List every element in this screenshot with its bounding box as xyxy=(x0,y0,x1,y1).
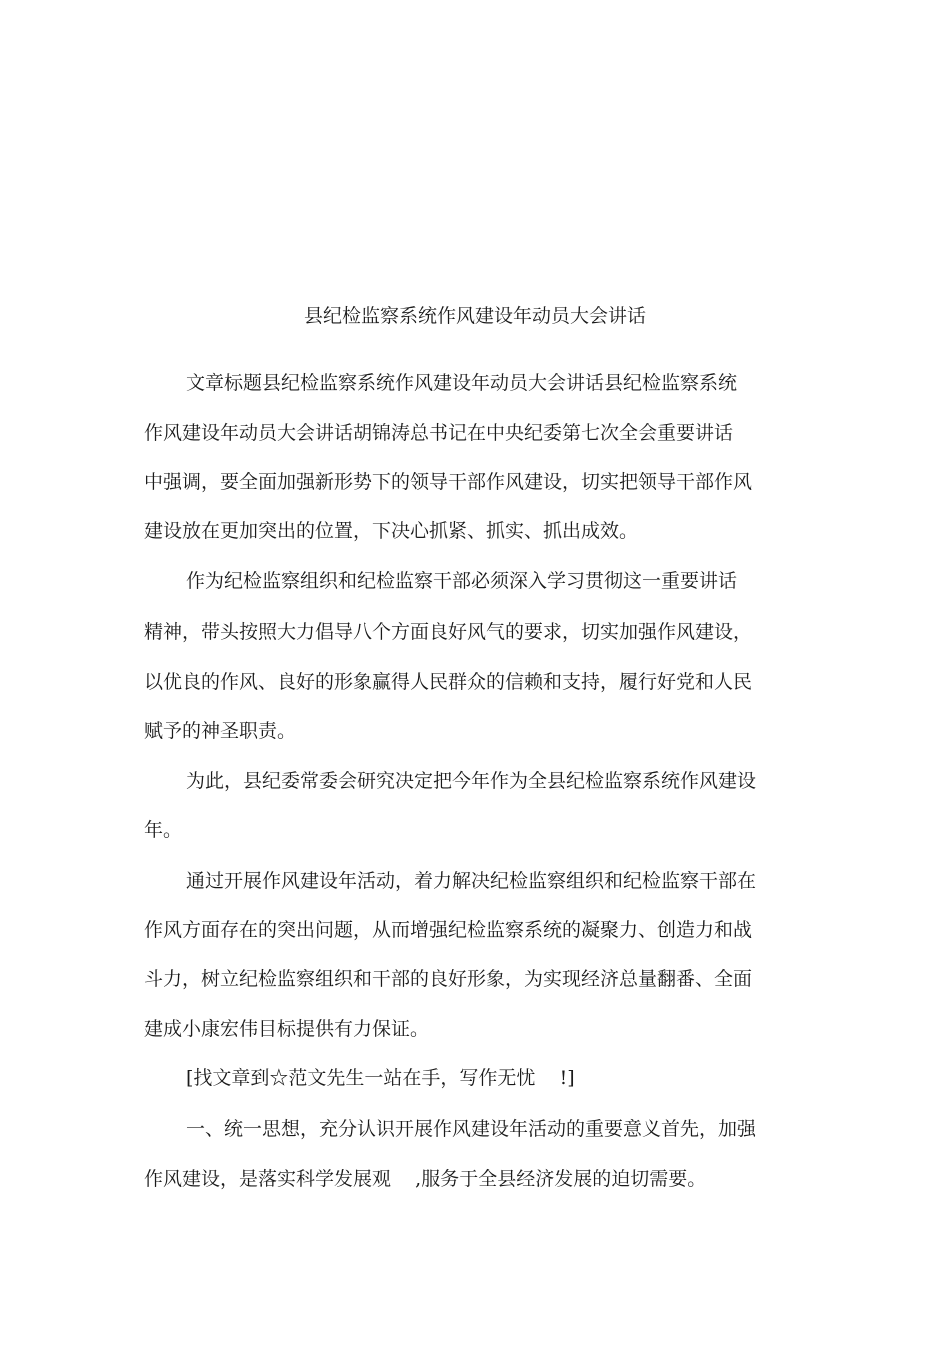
paragraph-5-line-1: [找文章到☆范文先生一站在手，写作无忧 !] xyxy=(186,1067,575,1089)
paragraph-2-line-3: 以优良的作风、良好的形象赢得人民群众的信赖和支持，履行好党和人民 xyxy=(144,671,753,693)
paragraph-2-line-2: 精神，带头按照大力倡导八个方面良好风气的要求，切实加强作风建设， xyxy=(144,621,753,643)
paragraph-1-line-1: 文章标题县纪检监察系统作风建设年动员大会讲话县纪检监察系统 xyxy=(186,372,738,394)
paragraph-3-line-1: 为此，县纪委常委会研究决定把今年作为全县纪检监察系统作风建设 xyxy=(186,770,757,792)
paragraph-4-line-3: 斗力，树立纪检监察组织和干部的良好形象，为实现经济总量翻番、全面 xyxy=(144,968,753,990)
paragraph-1-line-4: 建设放在更加突出的位置，下决心抓紧、抓实、抓出成效。 xyxy=(144,520,639,542)
paragraph-2-line-1: 作为纪检监察组织和纪检监察干部必须深入学习贯彻这一重要讲话 xyxy=(186,570,738,592)
document-title: 县纪检监察系统作风建设年动员大会讲话 xyxy=(303,305,646,327)
paragraph-4-line-2: 作风方面存在的突出问题，从而增强纪检监察系统的凝聚力、创造力和战 xyxy=(144,919,753,941)
paragraph-6-line-2: 作风建设，是落实科学发展观 ,服务于全县经济发展的迫切需要。 xyxy=(144,1168,707,1190)
paragraph-1-line-2: 作风建设年动员大会讲话胡锦涛总书记在中央纪委第七次全会重要讲话 xyxy=(144,422,734,444)
paragraph-6-line-1: 一、统一思想，充分认识开展作风建设年活动的重要意义首先，加强 xyxy=(186,1118,757,1140)
paragraph-3-line-2: 年。 xyxy=(144,819,183,841)
paragraph-2-line-4: 赋予的神圣职责。 xyxy=(144,720,297,742)
paragraph-4-line-1: 通过开展作风建设年活动，着力解决纪检监察组织和纪检监察干部在 xyxy=(186,870,757,892)
paragraph-4-line-4: 建成小康宏伟目标提供有力保证。 xyxy=(144,1018,430,1040)
paragraph-1-line-3: 中强调，要全面加强新形势下的领导干部作风建设，切实把领导干部作风 xyxy=(144,471,753,493)
